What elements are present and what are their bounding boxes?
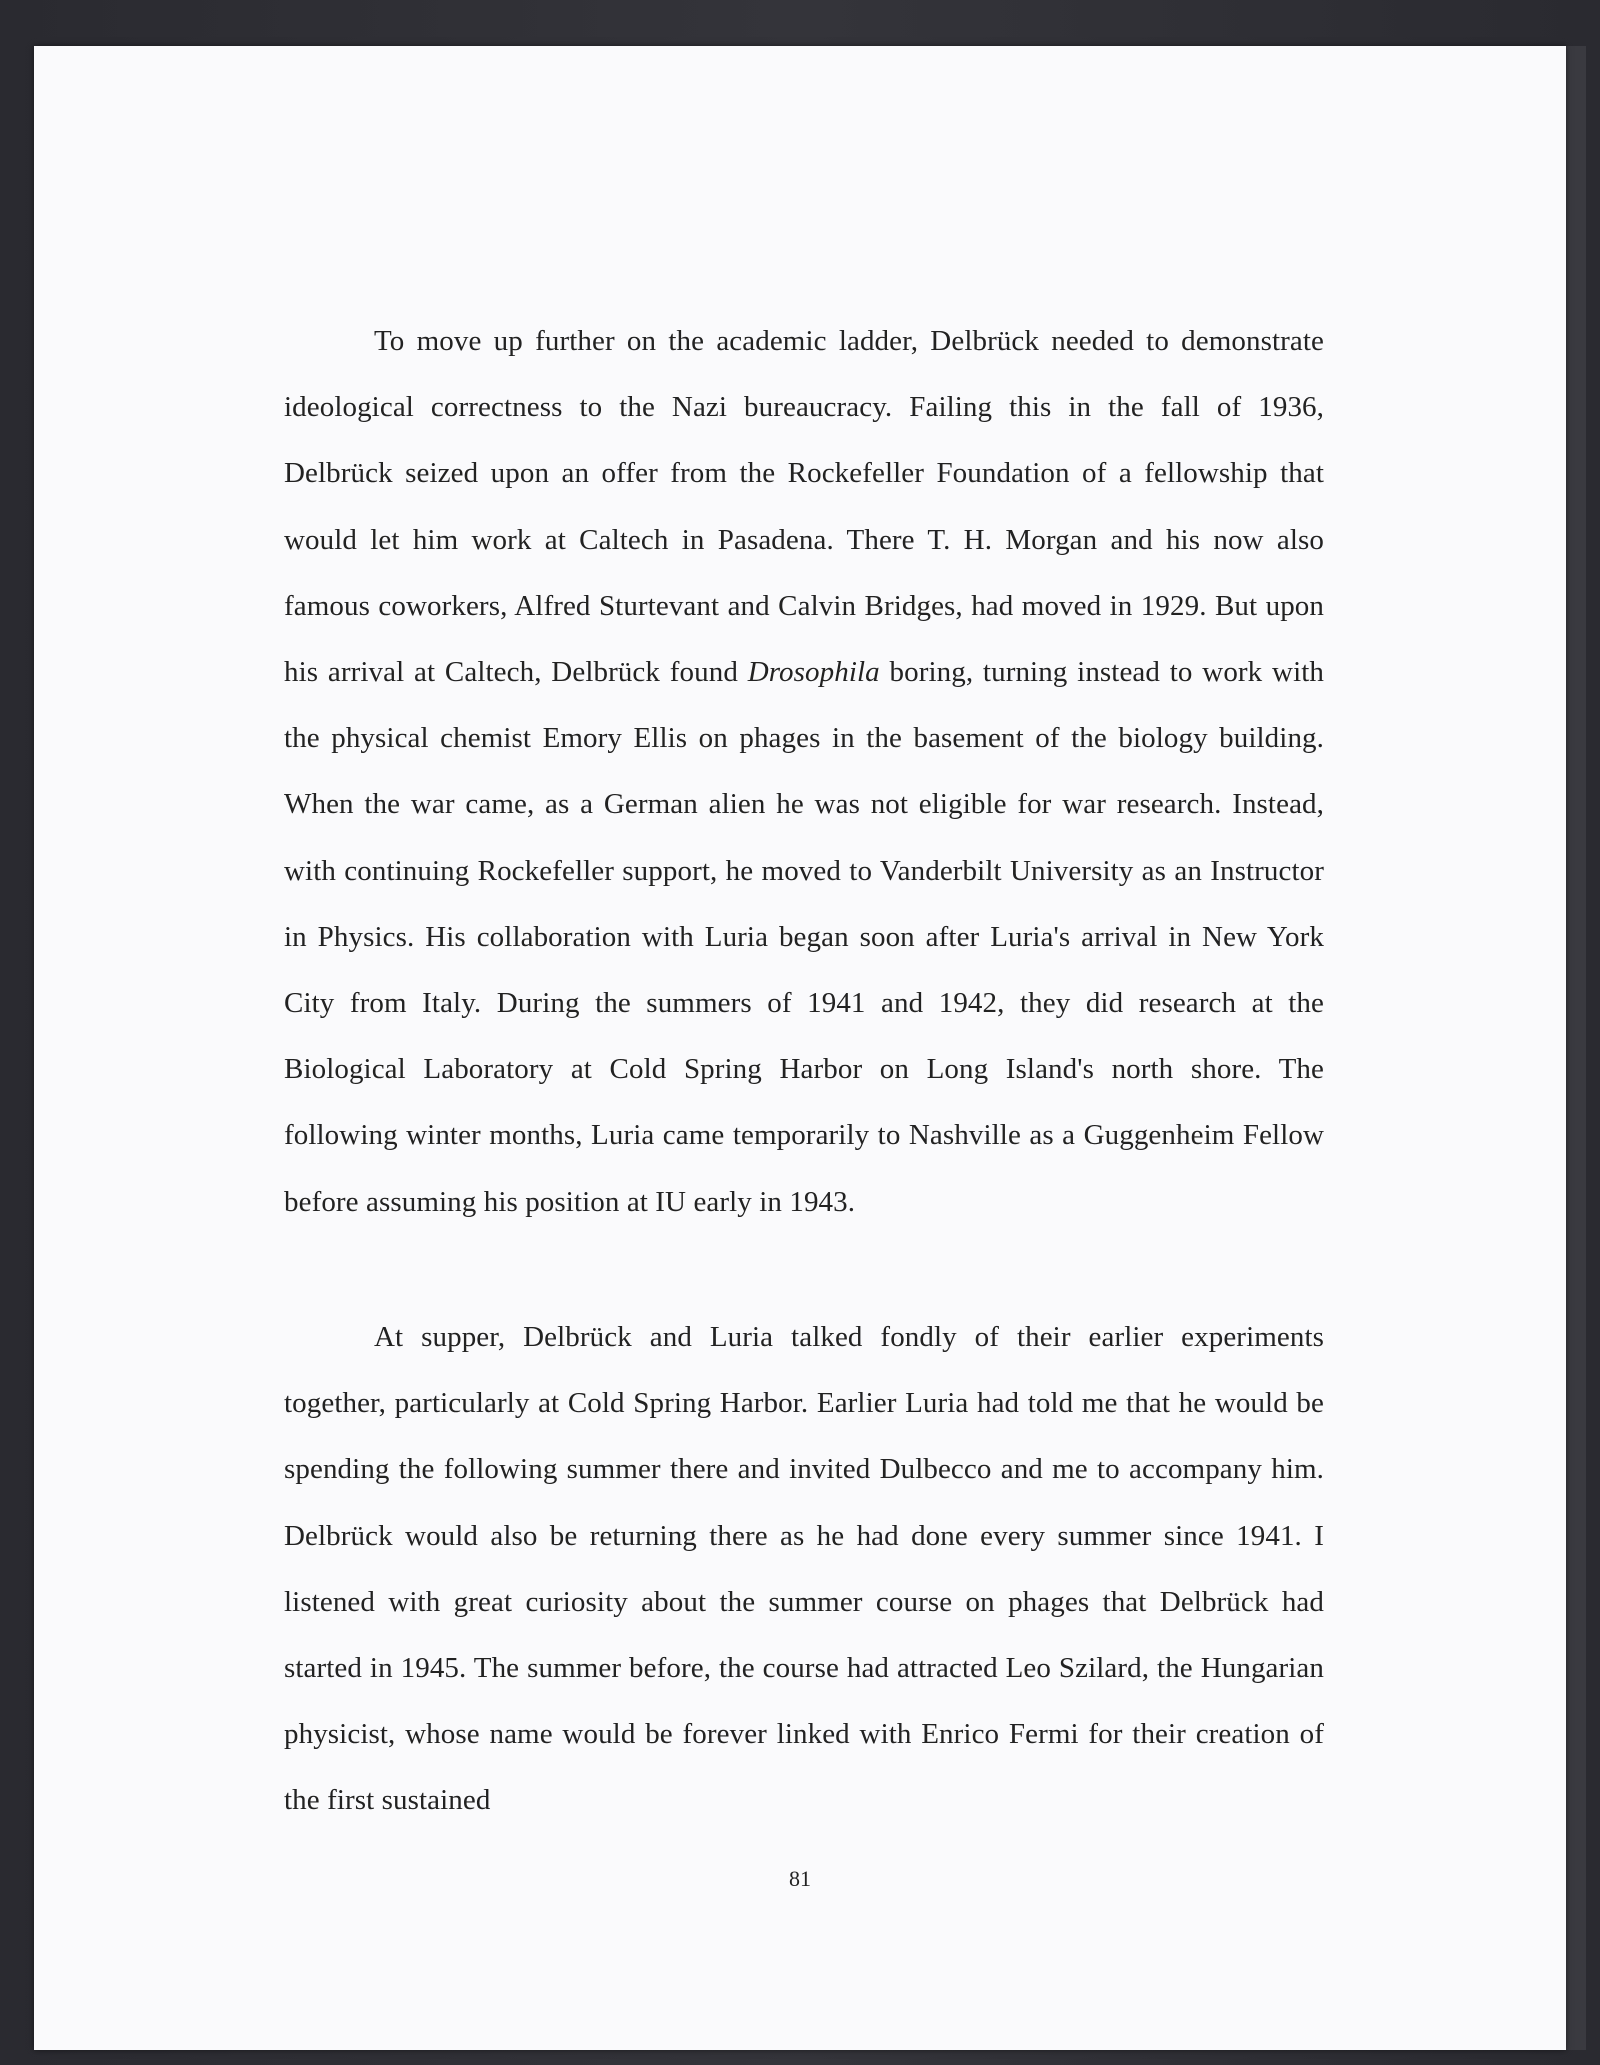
- paragraph-2-text: At supper, Delbrück and Luria talked fondly of their earlier experiments together, particularly at Cold Spring Harbor. Earlier Luria had told me that he would be spending the following summer there and invited Dulbecco and me to accompany him. Delbrück would also be returning there as he had done every summer since 1941. I listened with great curiosity about the summer course on phages that Delbrück had started in 1945. The summer before, the course had attracted Leo Szilard, the Hungarian physicist, whose name would be forever linked with Enrico Fermi for their creation of the first sustained: [284, 1321, 1324, 1817]
- paragraph-1-italic-term: Drosophila: [747, 656, 880, 689]
- paragraph-1: [284, 308, 1324, 1235]
- paragraph-1-after-italic: boring, turning instead to work with the physical chemist Emory Ellis on phages in the basement of the biology building. When the war came, as a German alien he was not eligible for war research. Instead, with continuing Rockefeller support, he moved to Vanderbilt University as an Instructor in Physics. His collaboration with Luria began soon after Luria's arrival in New York City from Italy. During the summers of 1941 and 1942, they did research at the Biological Laboratory at Cold Spring Harbor on Long Island's north shore. The following winter months, Luria came temporarily to Nashville as a Guggenheim Fellow before assuming his position at IU early in 1943.: [284, 656, 1324, 1218]
- page-number: 81: [789, 1866, 811, 1891]
- paragraph-1-text: [284, 308, 1324, 1235]
- paragraph-2: [284, 1304, 1324, 1834]
- paragraph-1-before-italic: To move up further on the academic ladder, Delbrück needed to demonstrate ideological correctness to the Nazi bureaucracy. Failing this in the fall of 1936, Delbrück seized upon an offer from the Rockefeller Foundation of a fellowship that would let him work at Caltech in Pasadena. There T. H. Morgan and his now also famous coworkers, Alfred Sturtevant and Calvin Bridges, had moved in 1929. But upon his arrival at Caltech, Delbrück found: [284, 325, 1324, 689]
- page-edge-shadow: [1566, 46, 1586, 2050]
